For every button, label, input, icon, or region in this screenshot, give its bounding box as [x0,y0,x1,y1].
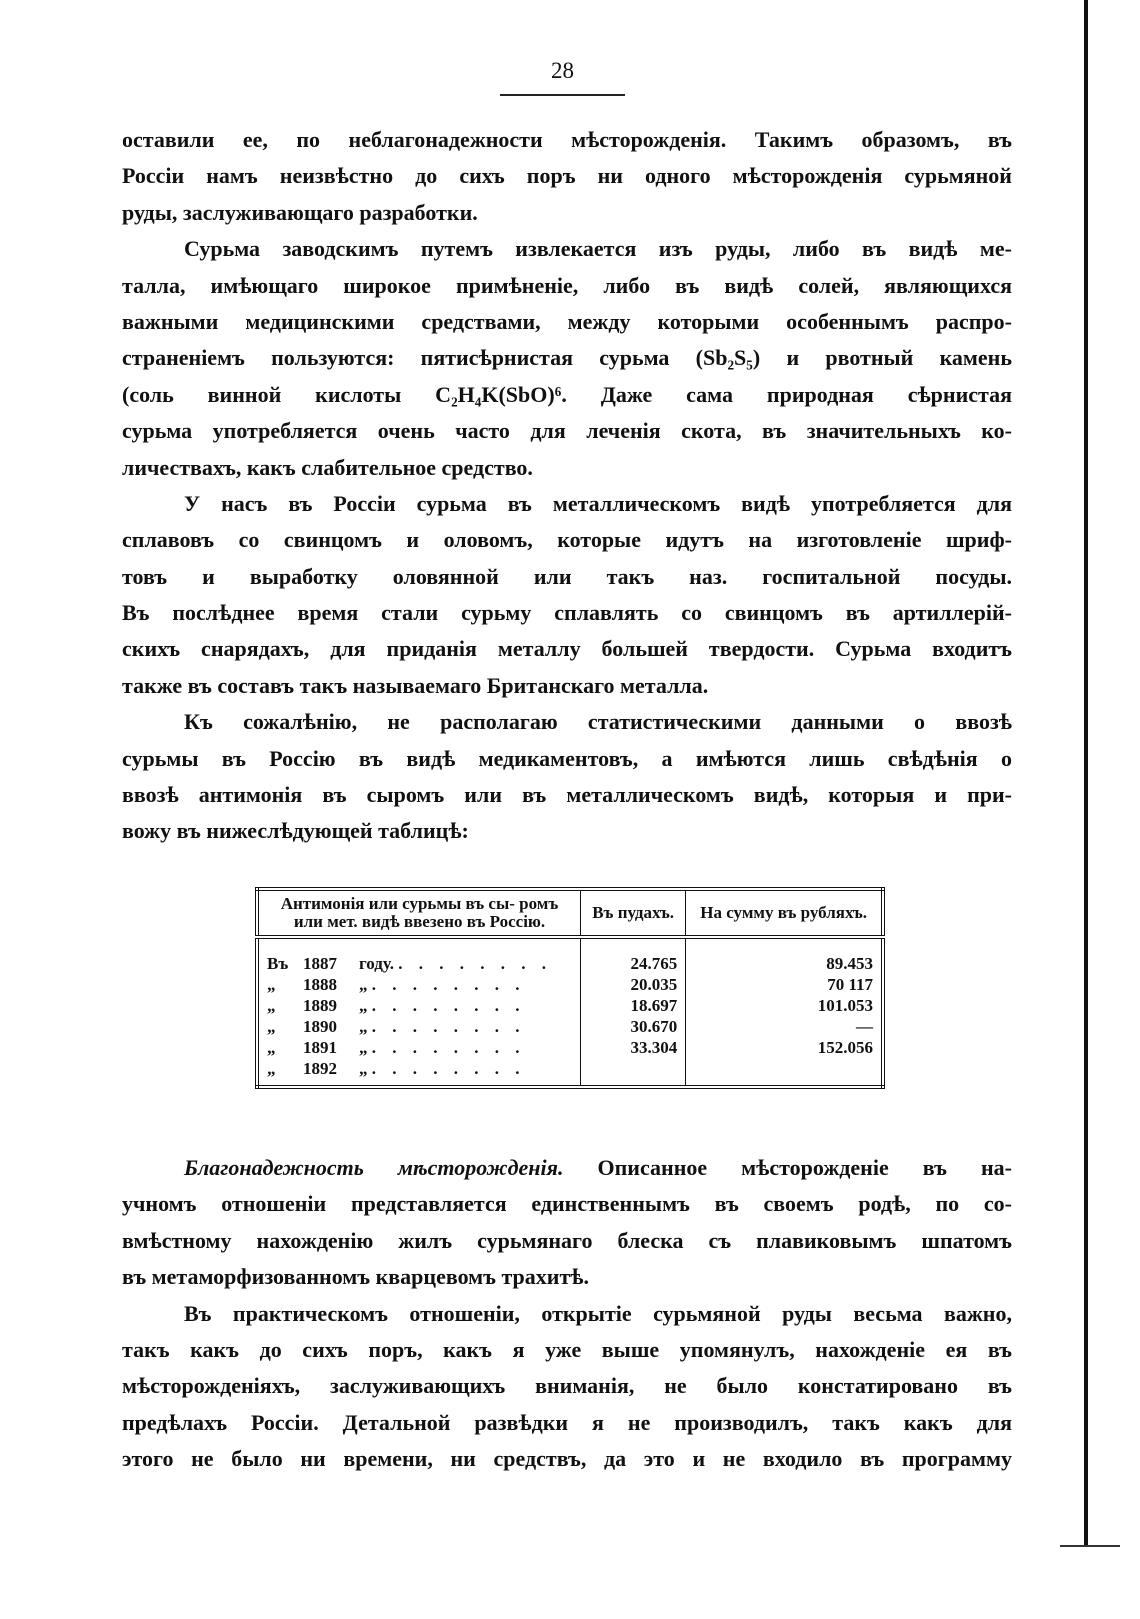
text-line: вожу въ нижеслѣдующей таблицѣ: [122,818,469,844]
table-row [257,995,883,1016]
rubles-cell: 101.053 [686,995,883,1016]
rubles-cell: 152.056 [686,1037,883,1058]
row-year: 1890 [303,1017,337,1036]
puds-cell: 18.697 [581,995,686,1016]
row-suffix: „ [359,1059,368,1078]
text-line: сурьма употребляется очень часто для леченія скота, въ значительныхъ ко- [122,418,1012,444]
row-year: 1892 [303,1059,337,1078]
row-suffix: „ [359,996,368,1015]
text-line: сурьмы въ Россію въ видѣ медикаментовъ, а имѣются лишь свѣдѣнія о [122,745,1012,771]
table-header-row [257,889,883,937]
rubles-cell [686,1058,883,1087]
row-dots: . . . . . . . . [371,996,526,1015]
row-year: 1891 [303,1038,337,1057]
text-line: также въ составъ такъ называемаго Британскаго металла. [122,672,709,698]
text-line: страненіемъ пользуются: пятисѣрнистая сурьма (Sb₂S₅) и рвотный камень [122,345,1012,371]
text-line: талла, имѣющаго широкое примѣненіе, либо въ видѣ солей, являющихся [122,272,1012,298]
text-line: предѣлахъ Россіи. Детальной развѣдки я не производилъ, такъ какъ для [122,1409,1012,1435]
text-line: въ метаморфизованномъ кварцевомъ трахитѣ. [122,1264,589,1290]
text-line: Къ сожалѣнію, не располагаю статистическими данными о ввозѣ [184,709,1012,735]
page-edge-mark [1060,1545,1120,1547]
table-row [257,974,883,995]
page-number-rule [500,94,625,96]
row-prefix: Въ [267,954,289,973]
page-number: 28 [551,58,574,83]
text-line: Сурьма заводскимъ путемъ извлекается изъ руды, либо въ видѣ ме- [184,236,1012,262]
row-prefix: „ [267,996,276,1015]
year-cell [257,995,581,1016]
text-line: Россіи намъ неизвѣстно до сихъ поръ ни одного мѣсторожденія сурьмяной [122,163,1012,189]
row-suffix: „ [359,1038,368,1057]
puds-cell: 30.670 [581,1016,686,1037]
header-puds: Въ пудахъ. [581,889,686,937]
rubles-cell: — [686,1016,883,1037]
row-prefix: „ [267,1059,276,1078]
text-line: оставили ее, по неблагонадежности мѣсторожденія. Такимъ образомъ, въ [122,127,1012,152]
text-block-top [122,122,1012,850]
year-cell [257,974,581,995]
row-year: 1888 [303,975,337,994]
row-year: 1887 [303,954,337,973]
text-line [122,1150,1012,1186]
table-row [257,1016,883,1037]
puds-cell: 24.765 [581,937,686,974]
year-cell [257,1016,581,1037]
text-line: личествахъ, какъ слабительное средство. [122,454,533,480]
text-line: товъ и выработку оловянной или такъ наз. госпитальной посуды. [122,563,1012,589]
puds-cell: 33.304 [581,1037,686,1058]
row-prefix: „ [267,1038,276,1057]
text-line: руды, заслуживающаго разработки. [122,199,478,225]
row-dots: . . . . . . . . [371,975,526,994]
text-line-rest: Описанное мѣсторожденіе въ на- [597,1155,1012,1180]
text-line: скихъ снарядахъ, для приданія металлу большей твердости. Сурьма входитъ [122,636,1012,662]
row-suffix: году. [359,954,394,973]
year-cell [257,1058,581,1087]
text-line: учномъ отношеніи представляется единственнымъ въ своемъ родѣ, по со- [122,1191,1012,1217]
text-line: Въ практическомъ отношеніи, открытіе сурьмяной руды весьма важно, [184,1300,1012,1326]
rubles-cell: 89.453 [686,937,883,974]
puds-cell: 20.035 [581,974,686,995]
table-row [257,1058,883,1087]
row-prefix: „ [267,975,276,994]
year-cell [257,937,581,974]
row-dots: . . . . . . . . [371,1017,526,1036]
text-line: ввозѣ антимонія въ сыромъ или въ металлическомъ видѣ, которыя и при- [122,782,1012,808]
row-dots: . . . . . . . . [371,1059,526,1078]
text-line: такъ какъ до сихъ поръ, какъ я уже выше упомянулъ, нахожденіе ея въ [122,1336,1012,1362]
table-row [257,1037,883,1058]
row-year: 1889 [303,996,337,1015]
text-line: У насъ въ Россіи сурьма въ металлическомъ видѣ употребляется для [184,490,1012,516]
text-line: этого не было ни времени, ни средствъ, да это и не входило въ программу [122,1446,1012,1472]
row-dots: . . . . . . . . [371,1038,526,1057]
table-row [257,937,883,974]
text-line: важными медицинскими средствами, между которыми особеннымъ распро- [122,308,1012,334]
year-cell [257,1037,581,1058]
text-line: сплавовъ со свинцомъ и оловомъ, которые идутъ на изготовленіе шриф- [122,527,1012,553]
text-line: вмѣстному нахожденію жилъ сурьмянаго блеска съ плавиковымъ шпатомъ [122,1227,1012,1253]
text-line: мѣсторожденіяхъ, заслуживающихъ вниманія, не было констатировано въ [122,1373,1012,1399]
section-heading: Благонадежность мѣсторожденія. [184,1155,564,1180]
rubles-cell: 70 117 [686,974,883,995]
row-prefix: „ [267,1017,276,1036]
text-line: Въ послѣднее время стали сурьму сплавлять со свинцомъ въ артиллерій- [122,600,1012,626]
header-rubles: На сумму въ рубляхъ. [686,889,883,937]
row-dots: . . . . . . . . [398,954,552,973]
row-suffix: „ [359,975,368,994]
import-table [255,887,885,1089]
row-suffix: „ [359,1017,368,1036]
page-edge-line [1084,0,1088,1545]
puds-cell [581,1058,686,1087]
header-description: Антимонія или сурьмы въ сы- ромъ или мет. видѣ ввезено въ Россію. [257,889,581,937]
text-line: (соль винной кислоты C₂H₄K(SbO)⁶. Даже сама природная сѣрнистая [122,381,1012,407]
text-block-bottom [122,1150,1012,1478]
